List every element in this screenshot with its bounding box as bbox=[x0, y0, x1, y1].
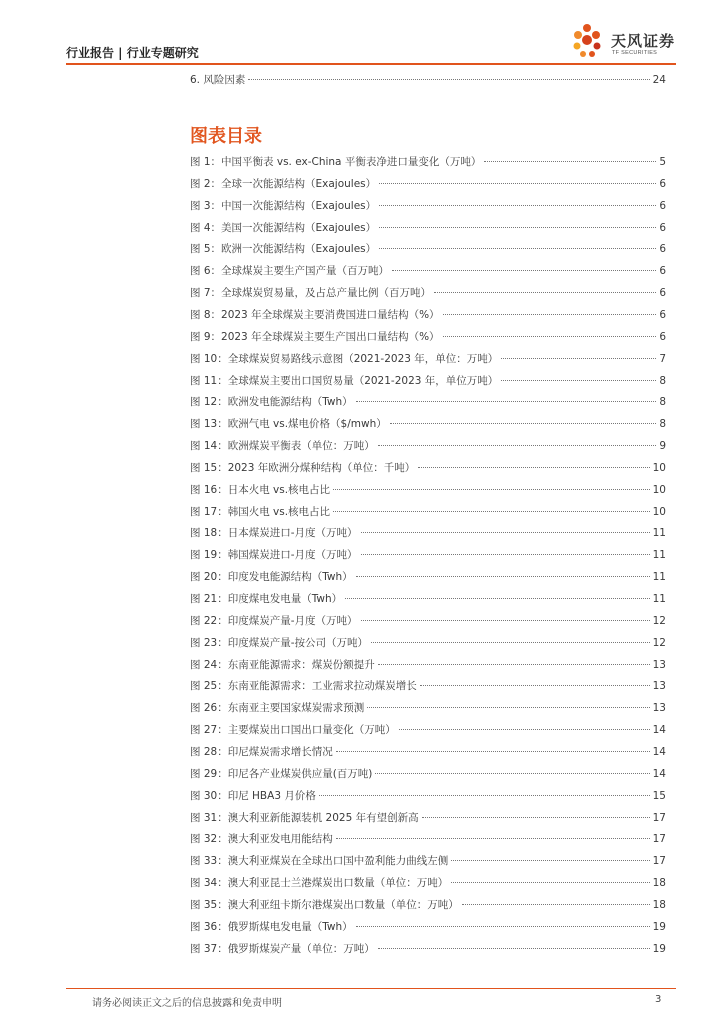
figure-entry-label: 图 24：东南亚能源需求：煤炭份额提升 bbox=[190, 658, 375, 671]
figure-entry-label: 图 26：东南亚主要国家煤炭需求预测 bbox=[190, 702, 365, 715]
figure-entry-label: 图 3：中国一次能源结构（Exajoules） bbox=[190, 199, 377, 212]
figure-entry[interactable] bbox=[190, 416, 666, 432]
figure-entry-label: 图 5：欧洲一次能源结构（Exajoules） bbox=[190, 243, 377, 256]
brand-logo bbox=[569, 22, 679, 62]
dot-leader bbox=[361, 620, 650, 621]
figure-entry[interactable] bbox=[190, 220, 666, 236]
dot-leader bbox=[420, 685, 650, 686]
figure-entry[interactable] bbox=[190, 897, 666, 913]
figure-entry-page: 14 bbox=[652, 724, 666, 737]
brand-name: 天风证券 bbox=[611, 32, 676, 50]
figure-entry[interactable] bbox=[190, 831, 666, 847]
figure-entry[interactable] bbox=[190, 657, 666, 673]
figure-entry-label: 图 2：全球一次能源结构（Exajoules） bbox=[190, 177, 377, 190]
figure-entry[interactable] bbox=[190, 766, 666, 782]
figure-entry-label: 图 13：欧洲气电 vs.煤电价格（$/mwh） bbox=[190, 418, 387, 431]
figure-entry[interactable] bbox=[190, 919, 666, 935]
figure-entry[interactable] bbox=[190, 875, 666, 891]
figure-entry-page: 11 bbox=[652, 527, 666, 540]
dot-leader bbox=[356, 401, 657, 402]
dot-leader bbox=[434, 292, 656, 293]
dot-leader bbox=[356, 576, 650, 577]
dot-leader bbox=[379, 183, 656, 184]
figure-entry-page: 11 bbox=[652, 549, 666, 562]
figure-entry[interactable] bbox=[190, 154, 666, 170]
report-section-label: 行业报告 | 行业专题研究 bbox=[66, 46, 199, 60]
figure-entry[interactable] bbox=[190, 700, 666, 716]
figure-entry[interactable] bbox=[190, 198, 666, 214]
figure-entry-label: 图 10：全球煤炭贸易路线示意图（2021-2023 年，单位：万吨） bbox=[190, 352, 499, 365]
figure-entry-label: 图 20：印度发电能源结构（Twh） bbox=[190, 571, 353, 584]
figure-entry[interactable] bbox=[190, 744, 666, 760]
figure-entry-label: 图 16：日本火电 vs.核电占比 bbox=[190, 483, 331, 496]
dot-leader bbox=[379, 248, 656, 249]
figure-entry[interactable] bbox=[190, 241, 666, 257]
figure-entry-page: 6 bbox=[659, 199, 666, 212]
dot-leader bbox=[361, 554, 650, 555]
figure-entry-page: 13 bbox=[652, 658, 666, 671]
figure-entry-page: 13 bbox=[652, 702, 666, 715]
figure-entry[interactable] bbox=[190, 941, 666, 957]
figure-entry-page: 18 bbox=[652, 877, 666, 890]
dot-leader bbox=[361, 532, 650, 533]
figure-entry-page: 9 bbox=[659, 440, 666, 453]
dot-leader bbox=[378, 948, 650, 949]
figure-entry-label: 图 36：俄罗斯煤电发电量（Twh） bbox=[190, 920, 353, 933]
dot-leader bbox=[336, 751, 650, 752]
figures-list-title: 图表目录 bbox=[190, 126, 262, 147]
dot-leader bbox=[443, 314, 657, 315]
figure-entry-label: 图 33：澳大利亚煤炭在全球出口国中盈利能力曲线左侧 bbox=[190, 855, 449, 868]
dot-leader bbox=[367, 707, 649, 708]
figure-entry-label: 图 6：全球煤炭主要生产国产量（百万吨） bbox=[190, 265, 390, 278]
figure-entry-page: 10 bbox=[652, 505, 666, 518]
figure-entry-label: 图 17：韩国火电 vs.核电占比 bbox=[190, 505, 331, 518]
figure-entry-label: 图 14：欧洲煤炭平衡表（单位：万吨） bbox=[190, 440, 375, 453]
figure-entry-label: 图 4：美国一次能源结构（Exajoules） bbox=[190, 221, 377, 234]
figure-entry-label: 图 18：日本煤炭进口-月度（万吨） bbox=[190, 527, 358, 540]
figure-entry-page: 6 bbox=[659, 330, 666, 343]
dot-leader bbox=[399, 729, 650, 730]
dot-leader bbox=[319, 795, 650, 796]
dot-leader bbox=[336, 838, 650, 839]
figure-entry-label: 图 15：2023 年欧洲分煤种结构（单位：千吨） bbox=[190, 461, 416, 474]
figure-entry-label: 图 7：全球煤炭贸易量，及占总产量比例（百万吨） bbox=[190, 287, 432, 300]
toc-entry-label: 6. 风险因素 bbox=[190, 74, 246, 86]
dot-leader bbox=[379, 227, 656, 228]
figure-entry-page: 15 bbox=[652, 789, 666, 802]
figure-entry[interactable] bbox=[190, 329, 666, 345]
brand-subtitle: TF SECURITIES bbox=[612, 50, 658, 56]
figure-entry[interactable] bbox=[190, 307, 666, 323]
figure-entry[interactable] bbox=[190, 635, 666, 651]
figure-entry[interactable] bbox=[190, 438, 666, 454]
dot-leader bbox=[378, 664, 650, 665]
figure-entry[interactable] bbox=[190, 482, 666, 498]
header-divider bbox=[66, 63, 676, 65]
figure-entry-page: 19 bbox=[652, 920, 666, 933]
figure-entry[interactable] bbox=[190, 525, 666, 541]
page-header bbox=[0, 0, 724, 68]
figure-entry-page: 17 bbox=[652, 855, 666, 868]
figure-entry[interactable] bbox=[190, 678, 666, 694]
figure-entry[interactable] bbox=[190, 460, 666, 476]
figure-entry[interactable] bbox=[190, 810, 666, 826]
dot-leader bbox=[371, 642, 650, 643]
dot-leader bbox=[451, 860, 649, 861]
figure-entry[interactable] bbox=[190, 569, 666, 585]
figure-entry-page: 7 bbox=[659, 352, 666, 365]
figure-entry[interactable] bbox=[190, 788, 666, 804]
figure-entry-page: 10 bbox=[652, 461, 666, 474]
dot-leader bbox=[392, 270, 656, 271]
dot-leader bbox=[333, 489, 650, 490]
figure-entry-label: 图 34：澳大利亚昆士兰港煤炭出口数量（单位：万吨） bbox=[190, 877, 449, 890]
figure-entry-label: 图 32：澳大利亚发电用能结构 bbox=[190, 833, 333, 846]
footer-divider bbox=[66, 988, 676, 989]
toc-entry-risk[interactable] bbox=[190, 72, 666, 88]
figure-entry-label: 图 37：俄罗斯煤炭产量（单位：万吨） bbox=[190, 942, 375, 955]
dot-leader bbox=[462, 904, 650, 905]
figure-entry-page: 6 bbox=[659, 265, 666, 278]
figure-entry-page: 6 bbox=[659, 287, 666, 300]
dot-leader bbox=[248, 79, 649, 80]
figure-entry-label: 图 31：澳大利亚新能源装机 2025 年有望创新高 bbox=[190, 811, 419, 824]
figure-entry-page: 11 bbox=[652, 593, 666, 605]
figure-entry-page: 14 bbox=[652, 767, 666, 780]
figure-entry[interactable] bbox=[190, 853, 666, 869]
dot-leader bbox=[501, 380, 656, 381]
figure-entry-page: 14 bbox=[652, 745, 666, 758]
figure-entry-page: 11 bbox=[652, 571, 666, 584]
figure-entry-page: 6 bbox=[659, 243, 666, 256]
figure-entry-page: 8 bbox=[659, 396, 666, 409]
footer-page-number: 3 bbox=[655, 994, 662, 1005]
dot-leader bbox=[390, 423, 657, 424]
footer-disclaimer: 请务必阅读正文之后的信息披露和免责申明 bbox=[92, 998, 282, 1009]
figure-entry[interactable] bbox=[190, 176, 666, 192]
figure-entry-page: 5 bbox=[659, 156, 666, 168]
figure-entry-label: 图 22：印度煤炭产量-月度（万吨） bbox=[190, 614, 358, 627]
figure-entry-label: 图 23：印度煤炭产量-按公司（万吨） bbox=[190, 636, 368, 649]
figure-entry[interactable] bbox=[190, 722, 666, 738]
figure-entry-label: 图 8：2023 年全球煤炭主要消费国进口量结构（%） bbox=[190, 308, 440, 321]
figure-entry-page: 6 bbox=[659, 308, 666, 321]
figure-entry-label: 图 25：东南亚能源需求：工业需求拉动煤炭增长 bbox=[190, 680, 417, 693]
figure-entry-label: 图 9：2023 年全球煤炭主要生产国出口量结构（%） bbox=[190, 330, 440, 343]
figure-entry[interactable] bbox=[190, 263, 666, 279]
figure-entry-label: 图 1：中国平衡表 vs. ex-China 平衡表净进口量变化（万吨） bbox=[190, 156, 482, 168]
figure-entry-label: 图 35：澳大利亚纽卡斯尔港煤炭出口数量（单位：万吨） bbox=[190, 898, 459, 911]
figure-entry-label: 图 27：主要煤炭出口国出口量变化（万吨） bbox=[190, 724, 396, 737]
dot-leader bbox=[378, 445, 657, 446]
dot-leader bbox=[501, 358, 656, 359]
figure-entry[interactable] bbox=[190, 547, 666, 563]
dot-leader bbox=[356, 926, 650, 927]
figure-entry-page: 6 bbox=[659, 177, 666, 190]
figure-entry-label: 图 29：印尼各产业煤炭供应量(百万吨) bbox=[190, 767, 373, 780]
figure-entry-page: 8 bbox=[659, 418, 666, 431]
dot-leader bbox=[345, 598, 650, 599]
figure-entry[interactable] bbox=[190, 394, 666, 410]
dot-leader bbox=[422, 817, 650, 818]
figure-entry[interactable] bbox=[190, 351, 666, 367]
dot-leader bbox=[443, 336, 657, 337]
dot-leader bbox=[333, 511, 650, 512]
figure-entry[interactable] bbox=[190, 504, 666, 520]
figure-entry-page: 12 bbox=[652, 614, 666, 627]
figure-entry-label: 图 21：印度煤电发电量（Twh） bbox=[190, 593, 343, 605]
figure-entry-page: 8 bbox=[659, 374, 666, 387]
dot-leader bbox=[484, 161, 656, 162]
figure-entry-page: 19 bbox=[652, 942, 666, 955]
figure-entry-label: 图 28：印尼煤炭需求增长情况 bbox=[190, 745, 333, 758]
dot-leader bbox=[375, 773, 649, 774]
figure-entry-label: 图 11：全球煤炭主要出口国贸易量（2021-2023 年，单位万吨） bbox=[190, 374, 499, 387]
flower-logo-icon bbox=[569, 22, 609, 62]
figure-entry-page: 17 bbox=[652, 811, 666, 824]
figure-entry-page: 13 bbox=[652, 680, 666, 693]
figure-entry[interactable] bbox=[190, 285, 666, 301]
figure-entry-page: 12 bbox=[652, 636, 666, 649]
figure-entry-page: 10 bbox=[652, 483, 666, 496]
figure-entry-label: 图 30：印尼 HBA3 月价格 bbox=[190, 789, 316, 802]
figure-entry-page: 18 bbox=[652, 898, 666, 911]
figure-entry-label: 图 12：欧洲发电能源结构（Twh） bbox=[190, 396, 353, 409]
dot-leader bbox=[418, 467, 649, 468]
figure-entry[interactable] bbox=[190, 373, 666, 389]
figure-entry-page: 6 bbox=[659, 221, 666, 234]
figure-entry[interactable] bbox=[190, 613, 666, 629]
dot-leader bbox=[379, 205, 656, 206]
dot-leader bbox=[451, 882, 649, 883]
figure-entry-label: 图 19：韩国煤炭进口-月度（万吨） bbox=[190, 549, 358, 562]
figure-entry[interactable] bbox=[190, 591, 666, 607]
figure-entry-page: 17 bbox=[652, 833, 666, 846]
toc-entry-page: 24 bbox=[652, 74, 666, 86]
